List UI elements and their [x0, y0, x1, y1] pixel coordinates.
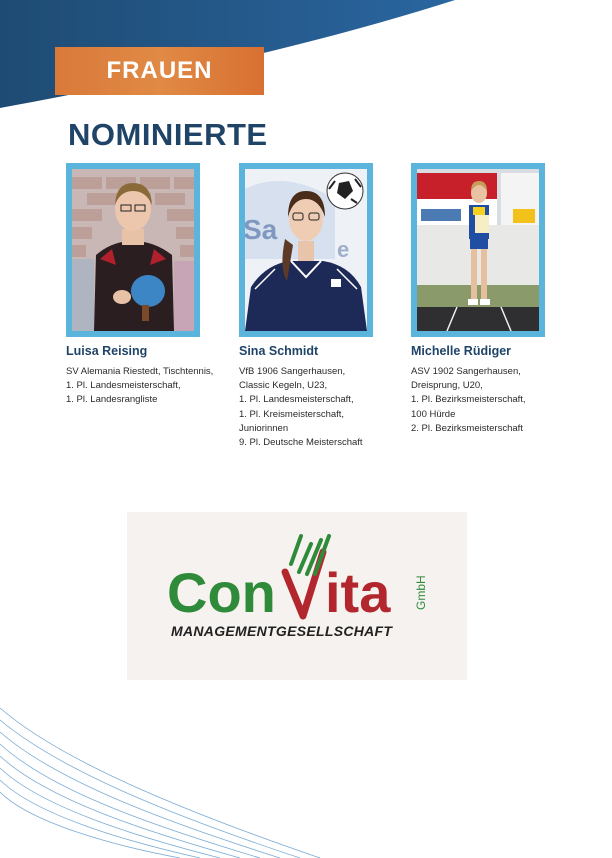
nominee-photo	[72, 169, 194, 331]
nominee-details	[411, 365, 561, 436]
logo-suffix: GmbH	[414, 575, 428, 610]
logo-text-con: Con	[167, 561, 276, 624]
nominee-details	[239, 365, 389, 450]
nominee-details	[66, 365, 216, 408]
nominee-card	[411, 163, 561, 436]
detail-line: SV Alemania Riestedt, Tischtennis,	[66, 366, 214, 377]
nominee-name: Michelle Rüdiger	[411, 344, 512, 358]
detail-line: 1. Pl. Landesmeisterschaft,	[66, 380, 181, 392]
page-title: NOMINIERTE	[68, 117, 268, 152]
nominee-card	[66, 163, 216, 408]
svg-text:e: e	[337, 237, 350, 262]
nominee-photo	[417, 169, 539, 331]
footer-waves	[0, 700, 340, 858]
detail-line: Juniorinnen	[239, 422, 289, 434]
nominee-photo-frame	[411, 163, 545, 337]
logo-v-mark	[285, 536, 329, 616]
detail-line: VfB 1906 Sangerhausen,	[239, 366, 346, 377]
nominee-photo-frame	[239, 163, 373, 337]
detail-line: 9. Pl. Deutsche Meisterschaft	[239, 437, 363, 449]
nominee-photo	[245, 169, 367, 331]
logo-tagline: MANAGEMENTGESELLSCHAFT	[171, 623, 393, 639]
detail-line: 1. Pl. Landesmeisterschaft,	[239, 394, 354, 406]
nominee-photo-frame	[66, 163, 200, 337]
convita-logo	[127, 512, 467, 680]
logo-text-ita: ita	[325, 561, 391, 624]
detail-line: 100 Hürde	[411, 408, 456, 420]
svg-text:Sa: Sa	[245, 214, 278, 245]
detail-line: 1. Pl. Landesrangliste	[66, 394, 158, 406]
detail-line: 1. Pl. Kreismeisterschaft,	[239, 408, 345, 420]
detail-line: 1. Pl. Bezirksmeisterschaft,	[411, 394, 526, 406]
detail-line: 2. Pl. Bezirksmeisterschaft	[411, 422, 523, 434]
detail-line: ASV 1902 Sangerhausen,	[411, 366, 521, 377]
nominee-name: Sina Schmidt	[239, 344, 319, 358]
sponsor-logo-panel	[127, 512, 467, 680]
nominee-name: Luisa Reising	[66, 344, 148, 358]
detail-line: Dreisprung, U20,	[411, 380, 483, 392]
nominee-card	[239, 163, 389, 450]
detail-line: Classic Kegeln, U23,	[239, 380, 328, 392]
category-banner: FRAUEN	[55, 47, 264, 95]
